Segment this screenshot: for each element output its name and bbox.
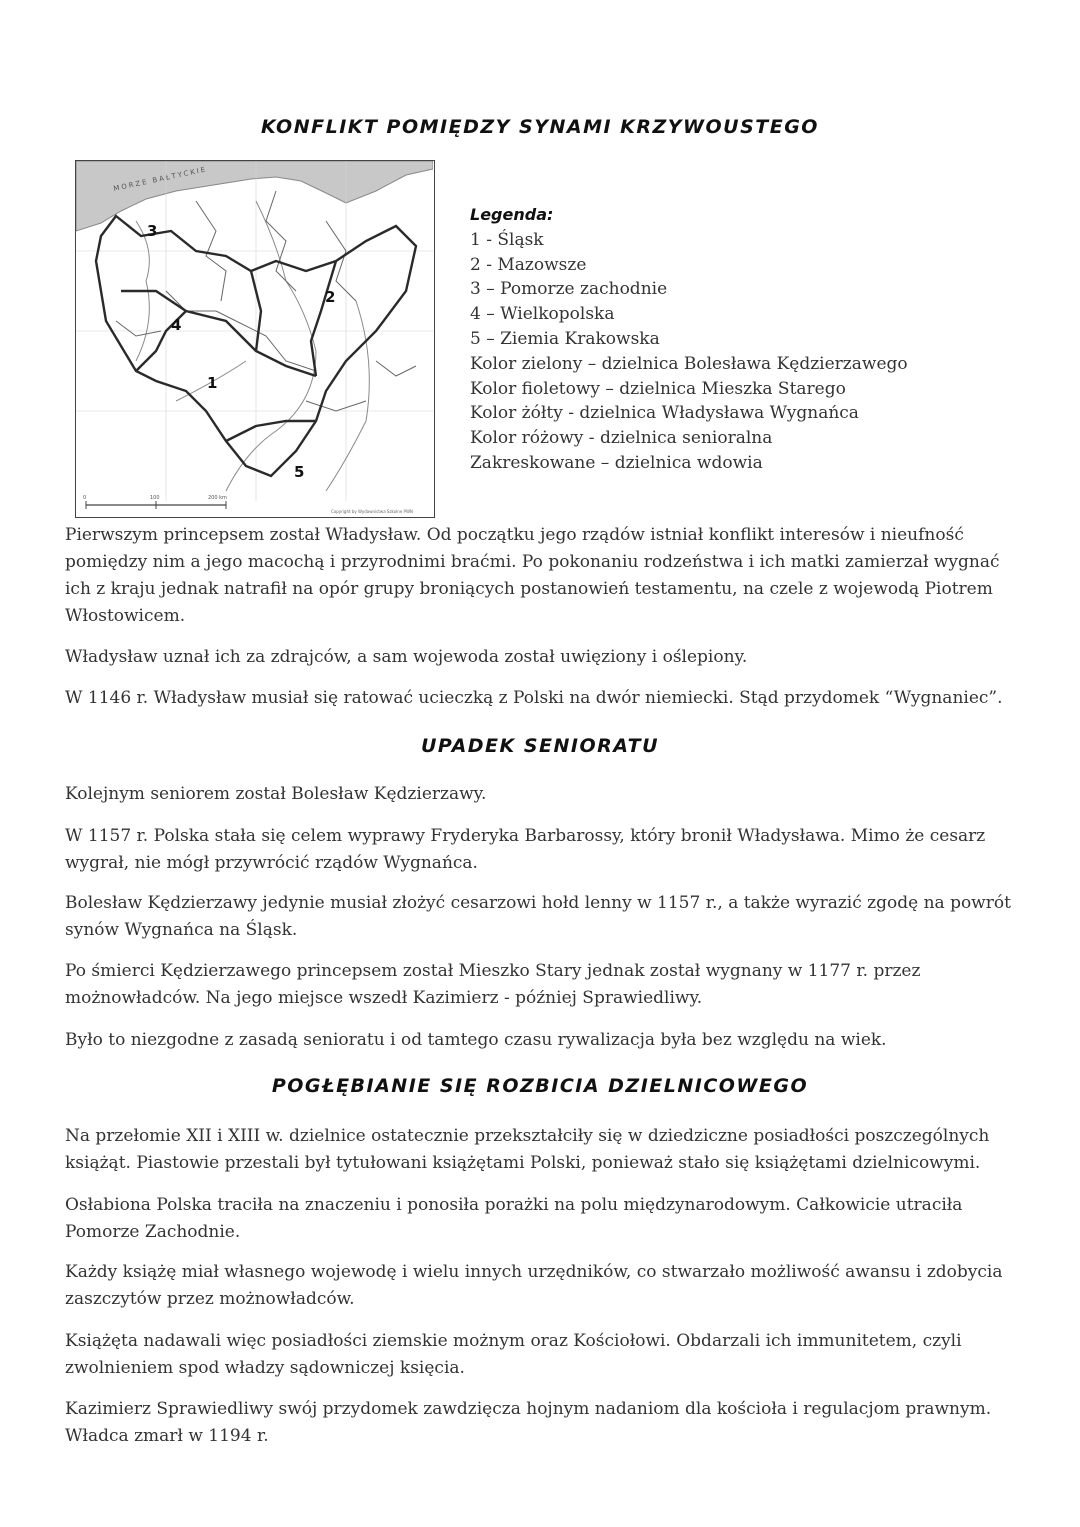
paragraph: Po śmierci Kędzierzawego princepsem został Mieszko Stary jednak został wygnany w 1177 r. przez możnowładców. Na jego miejsce wszedł Kazimierz - później Sprawiedliwy. [65,961,921,1008]
heading-fall: UPADEK SENIORATU [420,735,660,757]
region-number-labels [147,222,335,481]
paragraph: Było to niezgodne z zasadą senioratu i od tamtego czasu rywalizacja była bez względu na wiek. [65,1030,887,1050]
internal-boundaries [116,191,416,411]
paragraph: Bolesław Kędzierzawy jedynie musiał złożyć cesarzowi hołd lenny w 1157 r., a także wyrazić zgodę na powrót synów Wygnańca na Śląsk. [65,893,1011,940]
region-number-1: 1 [207,374,218,392]
paragraph: Osłabiona Polska traciła na znaczeniu i ponosiła porażki na polu międzynarodowym. Całkowicie utraciła Pomorze Zachodnie. [65,1195,963,1242]
paragraph: W 1157 r. Polska stała się celem wyprawy Fryderyka Barbarossy, który bronił Władysława. Mimo że cesarz wygrał, nie mógł przywrócić rządów Wygnańca. [65,826,986,873]
paragraph: Na przełomie XII i XIII w. dzielnice ostatecznie przekształciły się w dziedziczne posiadłości poszczególnych książąt. Piastowie przestali był tytułowani książętami Polski, ponieważ stało się książętami dzielnicowymi. [65,1126,990,1173]
paragraph: Kazimierz Sprawiedliwy swój przydomek zawdzięcza hojnym nadaniom dla kościoła i regulacjom prawnym. Władca zmarł w 1194 r. [65,1399,992,1446]
sea-label: MORZE BAŁTYCKIE [112,165,208,193]
legend-item: Kolor różowy - dzielnica senioralna [470,428,773,449]
sea-area [76,161,433,231]
paragraph: W 1146 r. Władysław musiał się ratować ucieczką z Polski na dwór niemiecki. Stąd przydomek “Wygnaniec”. [65,688,1003,708]
region-number-4: 4 [171,316,182,334]
map-copyright: Copyright by Wydawnictwa Szkolne PWN [331,509,413,514]
legend-item: 2 - Mazowsze [470,254,587,275]
paragraph: Władysław uznał ich za zdrajców, a sam wojewoda został uwięziony i oślepiony. [65,647,748,667]
paragraph: Pierwszym princepsem został Władysław. Od początku jego rządów istniał konflikt interesów i nieufność pomiędzy nim a jego macochą i przyrodnimi braćmi. Po pokonaniu rodzeństwa i ich matki zamierzał wygnać ich z kraju jednak natrafił na opór grupy broniących postanowień testamentu, na czele z wojewodą Piotrem Włostowicem. [65,525,1000,626]
legend-item: Kolor fioletowy – dzielnica Mieszka Starego [470,378,846,399]
legend-item: 3 – Pomorze zachodnie [470,279,668,300]
legend-item: Zakreskowane – dzielnica wdowia [470,452,763,473]
heading-conflict: KONFLIKT POMIĘDZY SYNAMI KRZYWOUSTEGO [261,116,819,138]
region-number-2: 2 [325,288,336,306]
scale-label-0: 0 [83,495,87,501]
paragraph: Kolejnym seniorem został Bolesław Kędzierzawy. [65,784,487,804]
map-svg [76,161,433,516]
legend-item: 5 – Ziemia Krakowska [470,328,660,349]
paragraph: Każdy książę miał własnego wojewodę i wielu innych urzędników, co stwarzało możliwość awansu i zdobycia zaszczytów przez możnowładców. [65,1262,1003,1309]
region-number-3: 3 [147,222,158,240]
legend-item: 4 – Wielkopolska [470,304,615,325]
scale-label-100: 100 [150,495,160,501]
legend-item: Kolor żółty - dzielnica Władysława Wygnańca [470,403,859,424]
scale-bar [83,495,227,509]
legend-item: Kolor zielony – dzielnica Bolesława Kędzierzawego [470,353,908,374]
paragraph: Książęta nadawali więc posiadłości ziemskie możnym oraz Kościołowi. Obdarzali ich immunitetem, czyli zwolnieniem spod władzy sądowniczej księcia. [65,1331,962,1378]
region-number-5: 5 [294,463,305,481]
legend-item: 1 - Śląsk [470,229,544,250]
scale-label-200: 200 km [208,495,227,501]
legend-title: Legenda: [470,205,554,224]
legend [470,203,908,476]
map-figure [75,160,435,518]
heading-deepening: POGŁĘBIANIE SIĘ ROZBICIA DZIELNICOWEGO [271,1075,809,1097]
